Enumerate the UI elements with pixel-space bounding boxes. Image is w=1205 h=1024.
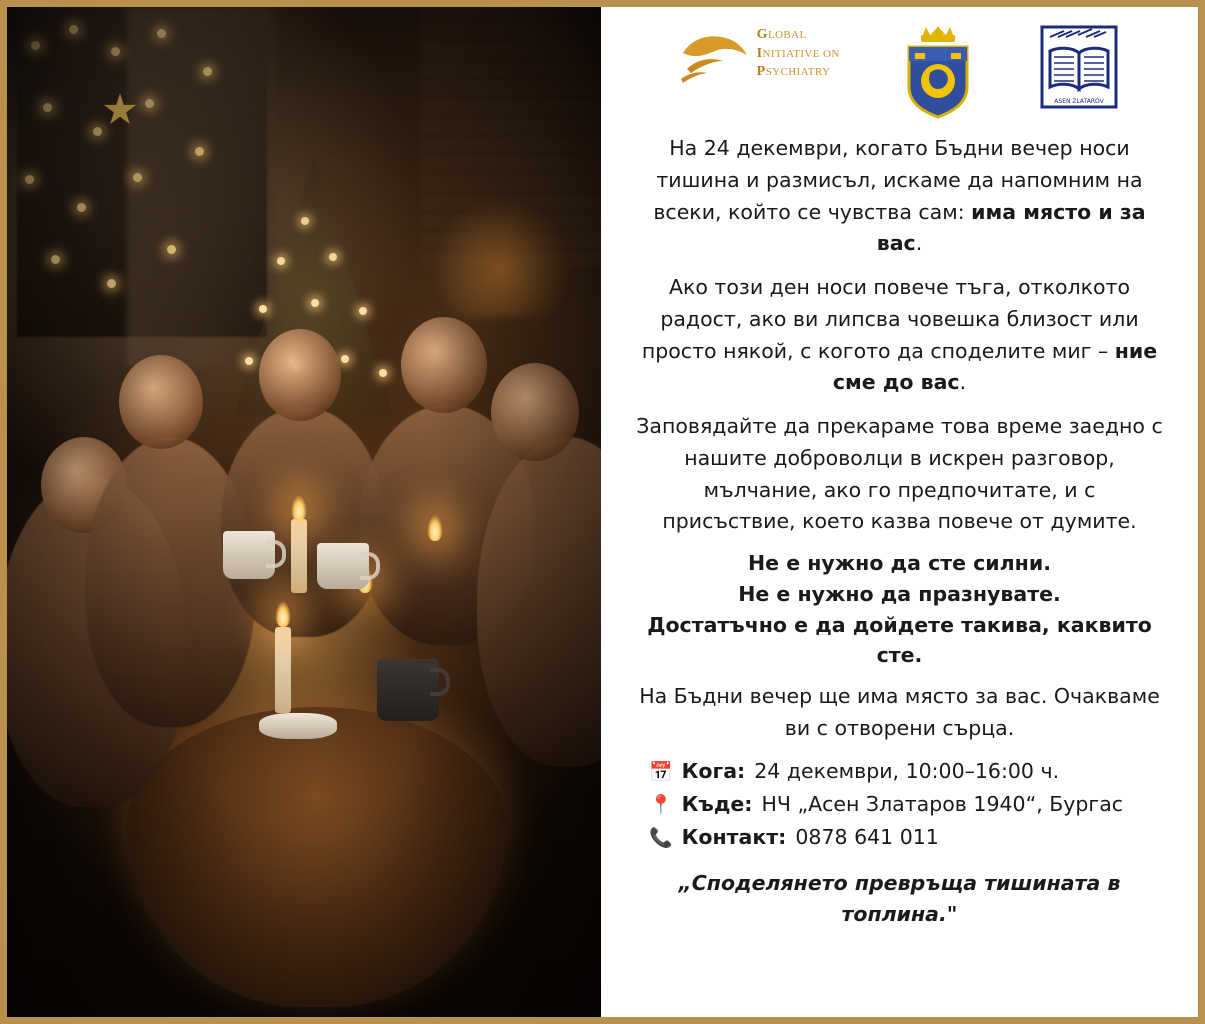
- mug: [317, 543, 369, 589]
- strong-statements: [635, 548, 1164, 671]
- mug: [259, 713, 337, 739]
- paragraph-intro: [635, 133, 1164, 260]
- photo-panel: [7, 7, 601, 1017]
- paragraph-intro-part-3: .: [915, 231, 923, 256]
- paragraph-support-part-1: Ако този ден носи повече тъга, отколкото радост, ако ви липсва човешка близост или просто някой, с когото да споделите миг –: [641, 275, 1139, 363]
- person-head: [119, 355, 203, 449]
- detail-contact-value[interactable]: 0878 641 011: [795, 825, 939, 850]
- poster-body: [629, 131, 1170, 930]
- mug: [377, 659, 439, 721]
- svg-text:ASEN ZLATAROV: ASEN ZLATAROV: [1054, 98, 1105, 105]
- fireplace-glow: [431, 197, 571, 317]
- birds-icon: [677, 23, 751, 85]
- content-panel: [601, 7, 1198, 1017]
- detail-when-label: Кога:: [681, 758, 746, 783]
- gip-wordmark: GLOBAL INITIATIVE ON PSYCHIATRY: [756, 26, 840, 80]
- open-book-icon: [1036, 23, 1122, 115]
- strong-line-3: Достатъчно е да дойдете такива, каквито сте.: [647, 612, 1152, 668]
- detail-where-label: Къде:: [681, 791, 753, 816]
- strong-line-2: Не е нужно да празнувате.: [738, 581, 1061, 606]
- candle: [275, 627, 291, 713]
- paragraph-support-emphasis: ние сме до вас: [832, 338, 1158, 395]
- detail-where: [649, 788, 1164, 821]
- person-head: [401, 317, 487, 413]
- detail-when: [649, 755, 1164, 788]
- candle-flame: [291, 495, 307, 521]
- paragraph-support: [635, 272, 1164, 399]
- candle: [291, 519, 307, 593]
- event-details: [635, 755, 1164, 855]
- logo-school-emblem: [1036, 23, 1122, 115]
- person-head: [491, 363, 579, 461]
- strong-line-1: Не е нужно да сте силни.: [748, 551, 1051, 576]
- detail-contact-label: Контакт:: [681, 825, 787, 850]
- detail-where-value: НЧ „Асен Златаров 1940“, Бургас: [761, 791, 1124, 816]
- calendar-icon: 📅: [649, 760, 673, 783]
- candle-flame: [275, 601, 291, 627]
- paragraph-intro-part-1: На 24 декември, когато Бъдни вечер носи тишина и размисъл, искаме да напомним на всеки, който се чувства сам:: [653, 136, 1143, 224]
- coat-of-arms-icon: [899, 23, 977, 119]
- logo-global-initiative-on-psychiatry: [677, 23, 840, 85]
- mug: [223, 531, 275, 579]
- paragraph-invitation: Заповядайте да прекараме това време заедно с нашите доброволци в искрен разговор, мълчание, ако го предпочитате, и с присъствие, което казва повече от думите.: [636, 414, 1163, 534]
- closing-quote: „Споделянето превръща тишината в топлина.": [678, 871, 1121, 927]
- logo-burgas-coat-of-arms: [899, 23, 977, 119]
- person-head: [259, 329, 341, 421]
- candle-flame: [427, 515, 443, 541]
- phone-icon: 📞: [649, 827, 673, 850]
- paragraph-support-part-3: .: [959, 370, 967, 395]
- paragraph-intro-emphasis: има място и за вас: [876, 199, 1146, 256]
- location-pin-icon: 📍: [649, 793, 673, 816]
- detail-contact[interactable]: [649, 821, 1164, 854]
- closing-message: На Бъдни вечер ще има място за вас. Очакваме ви с отворени сърца.: [639, 684, 1160, 740]
- logo-row: [629, 19, 1170, 131]
- detail-when-value: 24 декември, 10:00–16:00 ч.: [754, 758, 1060, 783]
